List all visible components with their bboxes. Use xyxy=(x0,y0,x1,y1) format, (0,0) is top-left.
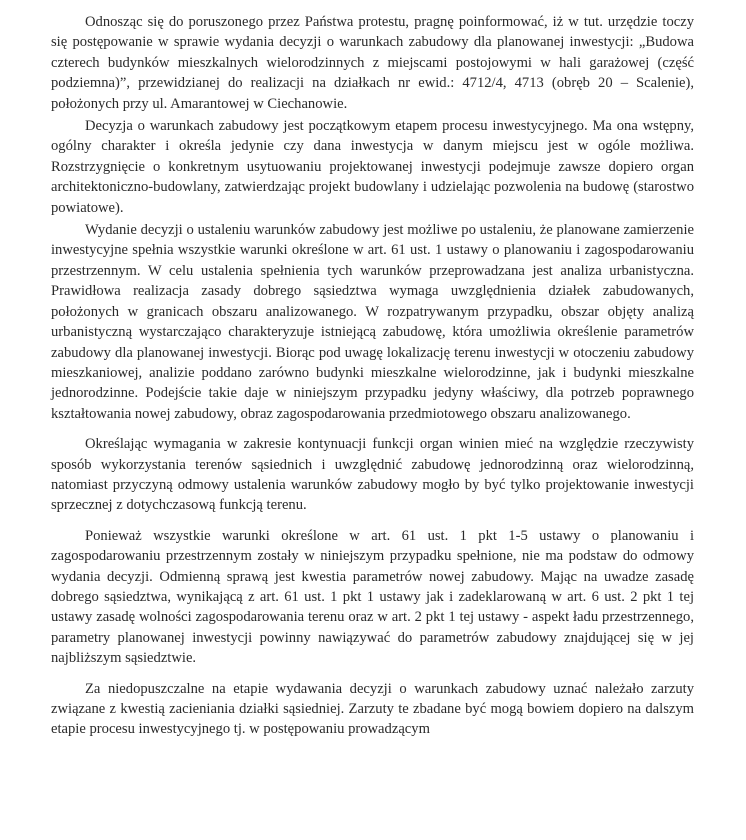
paragraph-protest-info: Odnosząc się do poruszonego przez Państwa protestu, pragnę poinformować, iż w tut. urzędzie toczy się postępowanie w sprawie wydania decyzji o warunkach zabudowy dla planowanej inwestycji: „Budowa czterech budynków mieszkalnych wielorodzinnych z miejscami postojowymi w hali garażowej (część podziemna)”, przewidzianej do realizacji na działkach nr ewid.: 4712/4, 4713 (obręb 20 – Scalenie), położonych przy ul. Amarantowej w Ciechanowie. xyxy=(51,14,694,112)
paragraph-zoning-decision-nature: Decyzja o warunkach zabudowy jest początkowym etapem procesu inwestycyjnego. Ma ona wstępny, ogólny charakter i określa jedynie czy dana inwestycja w danym miejscu jest w ogóle możliwa. Rozstrzygnięcie o konkretnym usytuowaniu projektowanej inwestycji podejmuje zawsze dopiero organ architektoniczno-budowlany, zatwierdzając projekt budowlany i udzielając pozwolenia na budowę (starostwo powiatowe). xyxy=(51,118,694,216)
paragraph-shading-objections: Za niedopuszczalne na etapie wydawania decyzji o warunkach zabudowy uznać należało zarzuty związane z kwestią zacieniania działki sąsiedniej. Zarzuty te zbadane być mogą bowiem dopiero na dalszym etapie procesu inwestycyjnego tj. w postępowaniu prowadzącym xyxy=(51,680,694,738)
paragraph-conditions-fulfilled: Ponieważ wszystkie warunki określone w art. 61 ust. 1 pkt 1-5 ustawy o planowaniu i zagospodarowaniu przestrzennym zostały w niniejszym przypadku spełnione, nie ma podstaw do odmowy wydania decyzji. Odmienną sprawą jest kwestia parametrów nowej zabudowy. Mając na uwadze zasadę dobrego sąsiedztwa, wynikającą z art. 61 ust. 1 pkt 1 ustawy jak i zadeklarowaną w art. 6 ust. 2 pkt 1 tej ustawy zasadę wolności zagospodarowania terenu oraz w art. 2 pkt 1 tej ustawy - aspekt ładu przestrzennego, parametry planowanej inwestycji powinny nawiązywać do parametrów zabudowy znajdującej się w jej najbliższym sąsiedztwie. xyxy=(51,527,694,667)
paragraph-function-continuation: Określając wymagania w zakresie kontynuacji funkcji organ winien mieć na względzie rzeczywisty sposób wykorzystania terenów sąsiednich i uwzględnić zabudowę jednorodzinną oraz wielorodzinną, natomiast przyczyną odmowy ustalenia warunków zabudowy mogło by być tylko projektowanie inwestycji sprzecznej z dotychczasową funkcją terenu. xyxy=(51,436,694,514)
paragraph-urban-analysis: Wydanie decyzji o ustaleniu warunków zabudowy jest możliwe po ustaleniu, że planowane zamierzenie inwestycyjne spełnia wszystkie warunki określone w art. 61 ust. 1 ustawy o planowaniu i zagospodarowaniu przestrzennym. W celu ustalenia spełnienia tych warunków przeprowadzana jest analiza urbanistyczna. Prawidłowa realizacja zasady dobrego sąsiedztwa wymaga uwzględnienia działek zabudowanych, położonych w granicach obszaru analizowanego. W rozpatrywanym przypadku, obszar objęty analizą urbanistyczną wystarczająco charakteryzuje istniejącą zabudowę, która umożliwia określenie parametrów zabudowy dla planowanej inwestycji. Biorąc pod uwagę lokalizację terenu inwestycji w otoczeniu zabudowy mieszkaniowej, analizie poddano zarówno budynki mieszkalne wielorodzinne, jak i budynki mieszkalne jednorodzinne. Podejście takie daje w niniejszym przypadku jedyny właściwy, dla potrzeb poprawnego kształtowania nowej zabudowy, obraz zagospodarowania przedmiotowego obszaru analizowanego. xyxy=(51,222,694,422)
